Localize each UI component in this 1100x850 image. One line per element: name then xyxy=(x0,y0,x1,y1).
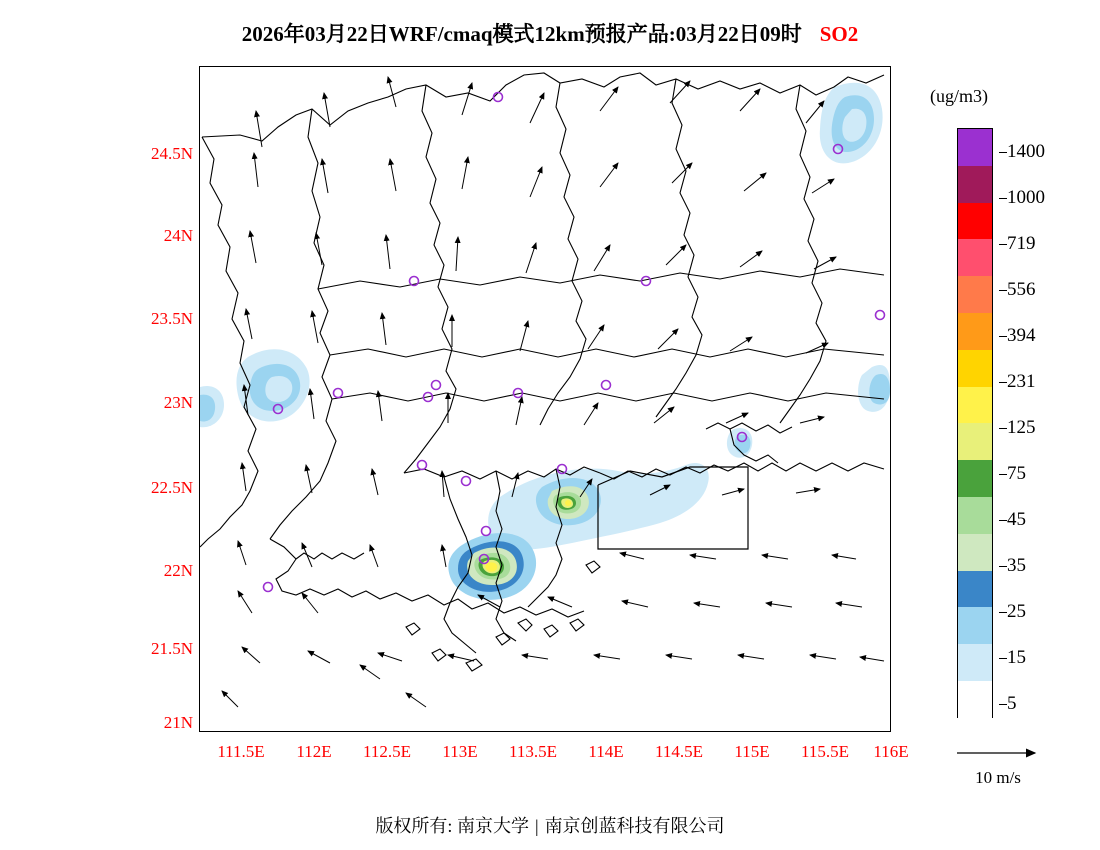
colorbar-cell-5-15 xyxy=(958,607,992,644)
colorbar-label-556: 556 xyxy=(1007,279,1036,300)
wind-vector-field xyxy=(222,77,884,707)
map-canvas xyxy=(200,67,890,731)
ytick-23.5N: 23.5N xyxy=(150,309,193,328)
page-title xyxy=(0,18,1100,48)
concentration-shading xyxy=(200,83,890,600)
colorbar-cell-35-45 xyxy=(958,460,992,497)
colorbar-labels xyxy=(999,128,1089,718)
x-axis-labels xyxy=(199,742,909,772)
colorbar-label-125: 125 xyxy=(1007,417,1036,438)
xtick-112E: 112E xyxy=(296,742,332,761)
xtick-114E: 114E xyxy=(588,742,624,761)
ytick-21N: 21N xyxy=(163,713,193,732)
xtick-114.5E: 114.5E xyxy=(654,742,703,761)
colorbar-cell-below-5 xyxy=(958,681,992,718)
wind-arrow-icon xyxy=(953,745,1043,761)
colorbar-label-719: 719 xyxy=(1007,233,1036,254)
xtick-113E: 113E xyxy=(442,742,478,761)
colorbar-label-1000: 1000 xyxy=(1007,187,1045,208)
xtick-111.5E: 111.5E xyxy=(217,742,265,761)
title-text: 2026年03月22日WRF/cmaq模式12km预报产品:03月22日09时 xyxy=(241,22,802,46)
colorbar-cell-125-231 xyxy=(958,350,992,387)
ytick-23N: 23N xyxy=(163,393,193,412)
colorbar-cell-231-394 xyxy=(958,313,992,350)
ytick-21.5N: 21.5N xyxy=(150,639,193,658)
species-label: SO2 xyxy=(819,22,859,46)
xtick-116E: 116E xyxy=(873,742,909,761)
colorbar-cell-45-75 xyxy=(958,423,992,460)
colorbar-label-1400: 1400 xyxy=(1007,141,1045,162)
xtick-115.5E: 115.5E xyxy=(800,742,849,761)
colorbar-label-45: 45 xyxy=(1007,509,1026,530)
colorbar-cell-1400plus xyxy=(958,129,992,166)
xtick-112.5E: 112.5E xyxy=(362,742,411,761)
colorbar-cell-556-719 xyxy=(958,239,992,276)
colorbar-cell-15-25 xyxy=(958,571,992,608)
colorbar-label-35: 35 xyxy=(1007,555,1026,576)
colorbar-units: (ug/m3) xyxy=(930,86,988,106)
wind-scale-label: 10 m/s xyxy=(975,768,1021,787)
y-axis-labels xyxy=(119,66,193,732)
footer: 版权所有: 南京大学 | 南京创蓝科技有限公司 xyxy=(375,816,725,836)
colorbar-cell-719-1000 xyxy=(958,203,992,240)
colorbar-label-25: 25 xyxy=(1007,601,1026,622)
wind-scale-key xyxy=(938,745,1058,788)
colorbar-cell-1000-1400 xyxy=(958,166,992,203)
footer-copyright: 版权所有: 南京大学 xyxy=(375,816,529,836)
ytick-24N: 24N xyxy=(163,226,193,245)
colorbar-cell-15-25-upper xyxy=(958,534,992,571)
colorbar-cell-394-556 xyxy=(958,276,992,313)
colorbar xyxy=(957,128,993,718)
colorbar-label-231: 231 xyxy=(1007,371,1036,392)
colorbar-cell-75-125 xyxy=(958,387,992,424)
ytick-22.5N: 22.5N xyxy=(150,478,193,497)
xtick-115E: 115E xyxy=(734,742,770,761)
colorbar-label-5: 5 xyxy=(1007,693,1017,714)
colorbar-cell-25-35 xyxy=(958,497,992,534)
map-plot-area xyxy=(199,66,891,732)
colorbar-label-394: 394 xyxy=(1007,325,1036,346)
footer-company: 南京创蓝科技有限公司 xyxy=(544,816,725,836)
ytick-22N: 22N xyxy=(163,561,193,580)
ytick-24.5N: 24.5N xyxy=(150,144,193,163)
colorbar-label-15: 15 xyxy=(1007,647,1026,668)
colorbar-label-75: 75 xyxy=(1007,463,1026,484)
xtick-113.5E: 113.5E xyxy=(508,742,557,761)
colorbar-cell-0-5-upper xyxy=(958,644,992,681)
